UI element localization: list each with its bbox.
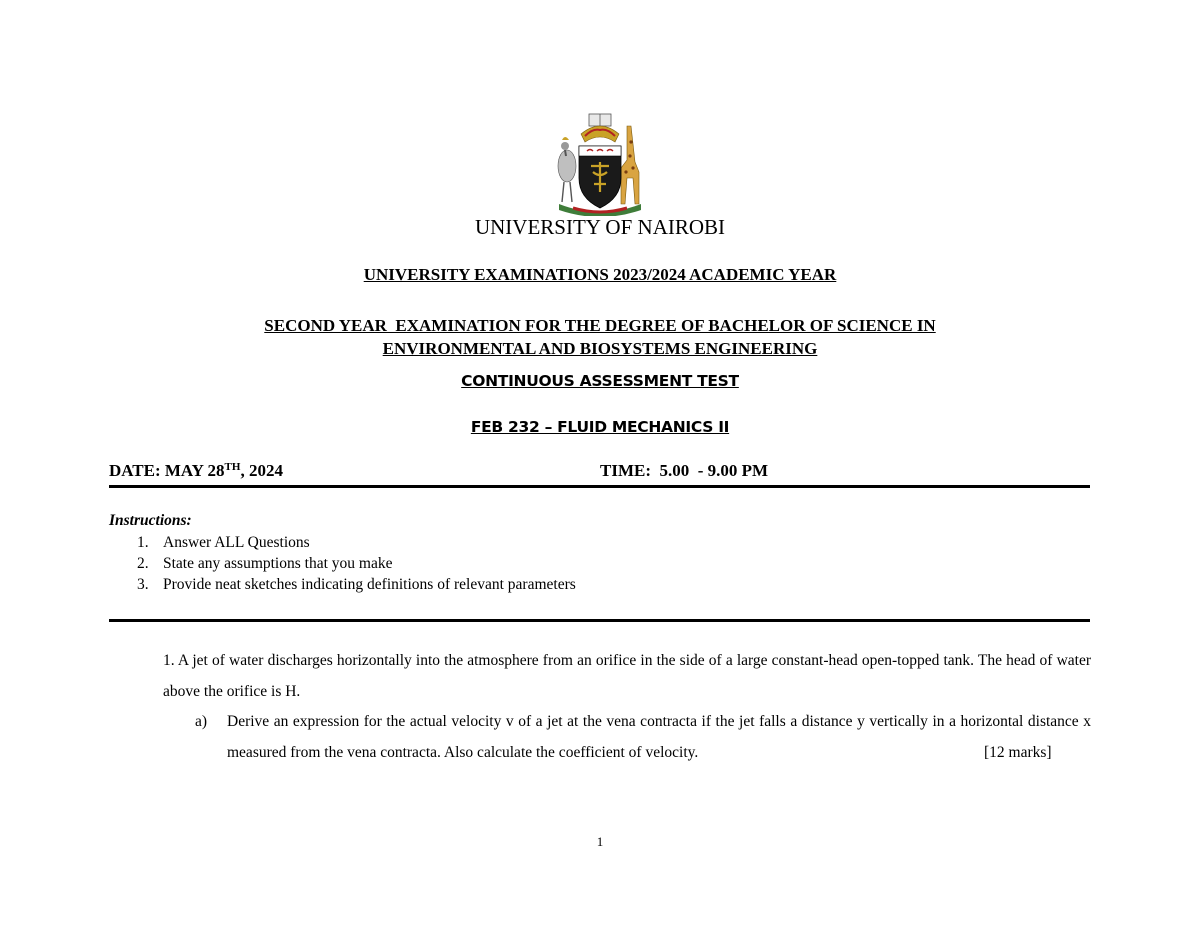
instruction-text: Answer ALL Questions bbox=[163, 534, 310, 551]
question-1-text: 1. A jet of water discharges horizontally into the atmosphere from an orifice in the side of a large constant-head open-topped tank. The head of water above the orifice is H. bbox=[163, 652, 1091, 700]
instruction-item bbox=[109, 574, 576, 595]
instructions-title: Instructions: bbox=[109, 512, 192, 529]
degree-title-line-1: SECOND YEAR EXAMINATION FOR THE DEGREE OF BACHELOR OF SCIENCE IN bbox=[264, 316, 936, 335]
question-1a-label: a) bbox=[195, 713, 208, 730]
instruction-text: State any assumptions that you make bbox=[163, 555, 393, 572]
question-1a-marks: [12 marks] bbox=[984, 744, 1052, 761]
question-1a-text: Derive an expression for the actual velocity v of a jet at the vena contracta if the jet falls a distance y vertically in a horizontal distance x measured from the vena contracta. Also calculate the coefficient of velocity. bbox=[227, 713, 1091, 761]
instruction-text: Provide neat sketches indicating definitions of relevant parameters bbox=[163, 576, 576, 593]
exam-date-suffix: , 2024 bbox=[240, 461, 283, 480]
instruction-item bbox=[109, 532, 576, 553]
exam-date-prefix: DATE: MAY 28 bbox=[109, 461, 225, 480]
exam-date-ordinal: TH bbox=[224, 461, 241, 473]
exam-session-title: UNIVERSITY EXAMINATIONS 2023/2024 ACADEMIC YEAR bbox=[363, 265, 837, 284]
instruction-item bbox=[109, 553, 576, 574]
instruction-number: 2. bbox=[137, 555, 149, 572]
course-title: FEB 232 – FLUID MECHANICS II bbox=[470, 418, 730, 436]
university-crest-icon bbox=[551, 112, 649, 216]
test-type-title: CONTINUOUS ASSESSMENT TEST bbox=[461, 372, 739, 390]
degree-title-line-2: ENVIRONMENTAL AND BIOSYSTEMS ENGINEERING bbox=[382, 339, 818, 358]
degree-title bbox=[0, 314, 1200, 360]
instructions-divider bbox=[109, 619, 1090, 622]
instructions-list bbox=[109, 532, 576, 595]
page-number: 1 bbox=[596, 834, 604, 849]
instruction-number: 3. bbox=[137, 576, 149, 593]
university-name: UNIVERSITY OF NAIROBI bbox=[474, 215, 726, 239]
exam-date bbox=[109, 461, 283, 481]
instruction-number: 1. bbox=[137, 534, 149, 551]
header-divider bbox=[109, 485, 1090, 488]
exam-time: TIME: 5.00 - 9.00 PM bbox=[600, 461, 769, 480]
